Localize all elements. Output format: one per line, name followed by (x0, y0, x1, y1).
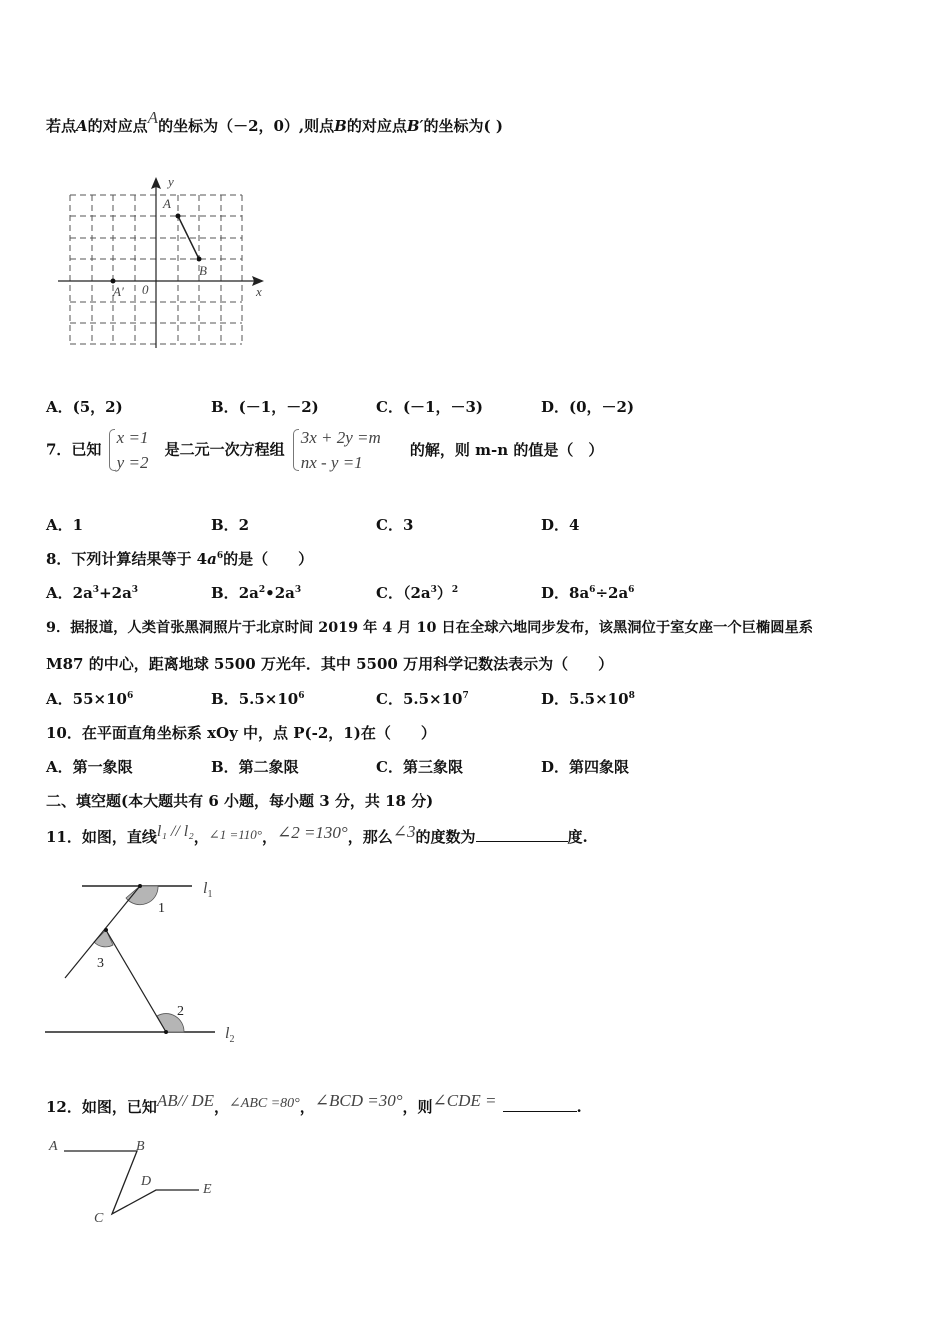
vertex-1 (138, 884, 142, 888)
q10-stem: 10．在平面直角坐标系 xOy 中，点 P(-2，1)在（ ） (46, 724, 436, 742)
section-2-heading: 二、填空题(本大题共有 6 小题，每小题 3 分，共 18 分) (46, 792, 434, 810)
q9-stem-line2: M87 的中心，距离地球 5500 万光年．其中 5500 万用科学记数法表示为（ ） (46, 655, 614, 673)
label-A: A (49, 1139, 58, 1154)
vertex-3 (104, 928, 108, 932)
q6-stem: 若点A的对应点A的坐标为（－2，0）,则点B的对应点B′的坐标为( ) (46, 108, 503, 135)
label-C: C (94, 1211, 104, 1226)
q11-stem: 11．如图，直线l₁ // l₂，∠1 =110°，∠2 =130°，那么∠3的度数为 度. (46, 822, 588, 846)
q10-option-d[interactable]: D．第四象限 (541, 758, 630, 776)
q6-grid-figure (52, 172, 274, 352)
q6-option-c[interactable]: C．(－1，－3) (376, 398, 484, 416)
label-l1: $l_1$ (203, 880, 213, 900)
q9-option-d[interactable]: D．$5.5\times 10^8$ (541, 690, 635, 708)
q7-equation-system: 3x + 2y =m nx - y =1 (291, 425, 399, 475)
q9-stem-line1: 9．据报道，人类首张黑洞照片于北京时间 2019 年 4 月 10 日在全球六地同步发布，该黑洞位于室女座一个巨椭圆星系 (46, 620, 814, 636)
q10-option-c[interactable]: C．第三象限 (376, 758, 463, 776)
q10-option-b[interactable]: B．第二象限 (211, 758, 299, 776)
label-E: E (203, 1182, 212, 1197)
q10-option-a[interactable]: A．第一象限 (46, 758, 133, 776)
label-angle-1: 1 (158, 901, 165, 916)
label-angle-3: 3 (97, 956, 104, 971)
q6-option-b[interactable]: B．(－1，－2) (211, 398, 319, 416)
transversal-lower (106, 930, 166, 1032)
q6-option-a[interactable]: A．(5，2) (46, 398, 123, 416)
path-ABCDE (64, 1151, 199, 1214)
point-B (197, 257, 202, 262)
label-B: B (136, 1139, 145, 1154)
q7-option-a[interactable]: A．1 (46, 516, 84, 534)
y-label: y (168, 174, 174, 189)
q7-stem: 7．已知 x =1 y =2是二元一次方程组3x + 2y =m nx - y =1 的解，则 m-n 的值是（ ） (46, 425, 603, 475)
q7-option-c[interactable]: C．3 (376, 516, 414, 534)
label-D: D (141, 1174, 152, 1189)
q6-option-d[interactable]: D．(0，－2) (541, 398, 635, 416)
point-A (176, 214, 181, 219)
q8-option-a[interactable]: A．$2a^3+2a^3$ (46, 584, 139, 602)
label-l2: $l_2$ (225, 1025, 235, 1045)
q7-solution-system: x =1 y =2 (107, 425, 165, 475)
A-label: A (163, 196, 171, 211)
q9-option-c[interactable]: C．$5.5\times 10^7$ (376, 690, 469, 708)
q9-option-a[interactable]: A．$55\times 10^6$ (46, 690, 134, 708)
x-label: x (256, 284, 262, 299)
label-angle-2: 2 (177, 1004, 184, 1019)
q11-figure (40, 870, 250, 1050)
q9-option-b[interactable]: B．$5.5\times 10^6$ (211, 690, 305, 708)
q11-answer-blank[interactable] (476, 827, 568, 842)
q12-stem: 12．如图，已知AB// DE，∠ABC =80°，∠BCD =30°，则∠CDE = . (46, 1091, 582, 1116)
q7-option-d[interactable]: D．4 (541, 516, 580, 534)
B-label: B (199, 263, 207, 278)
point-A-prime (111, 279, 116, 284)
q8-stem: 8．下列计算结果等于 $4a^6$的是（ ） (46, 550, 314, 568)
q8-option-b[interactable]: B．$2a^2•2a^3$ (211, 584, 302, 602)
q8-option-c[interactable]: C．$(2a^3)^2$ (376, 584, 459, 602)
angle-1-shade (126, 886, 158, 905)
q8-option-d[interactable]: D．$8a^6\div 2a^6$ (541, 584, 635, 602)
A-prime-label: A′ (113, 284, 124, 299)
origin-label: 0 (142, 282, 149, 297)
q12-figure (44, 1130, 234, 1230)
q7-option-b[interactable]: B．2 (211, 516, 250, 534)
vertex-2 (164, 1030, 168, 1034)
q12-answer-blank[interactable] (503, 1097, 577, 1112)
